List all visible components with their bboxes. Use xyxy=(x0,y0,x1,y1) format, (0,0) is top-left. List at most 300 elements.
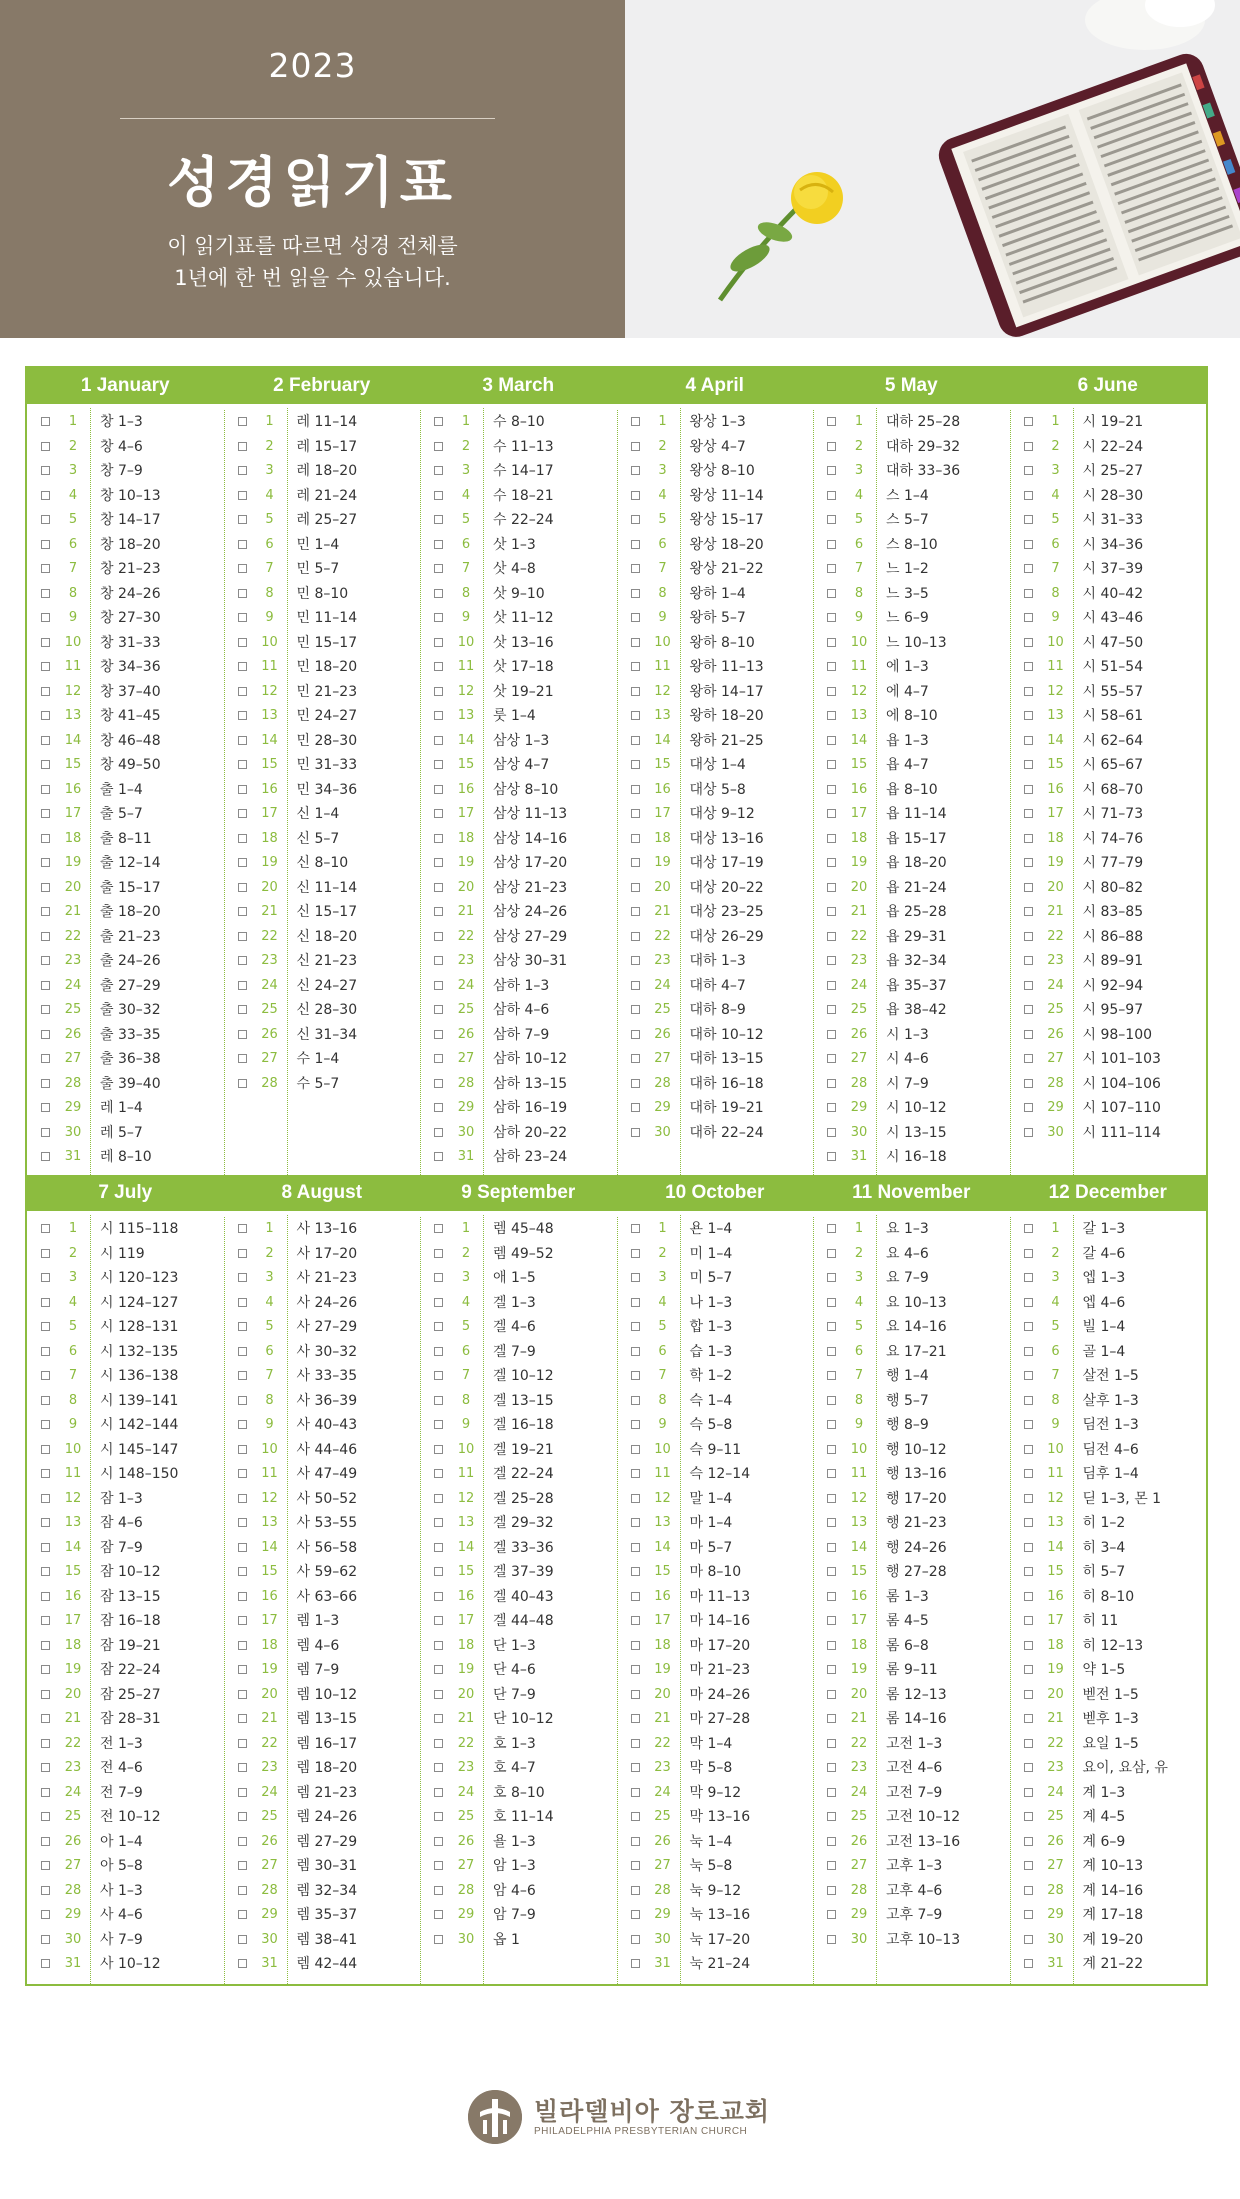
checkbox[interactable] xyxy=(434,1030,443,1039)
checkbox[interactable] xyxy=(827,564,836,573)
checkbox[interactable] xyxy=(434,589,443,598)
checkbox[interactable] xyxy=(434,834,443,843)
checkbox[interactable] xyxy=(434,491,443,500)
checkbox[interactable] xyxy=(41,711,50,720)
checkbox[interactable] xyxy=(827,1224,836,1233)
checkbox[interactable] xyxy=(1024,883,1033,892)
checkbox[interactable] xyxy=(827,736,836,745)
checkbox[interactable] xyxy=(1024,1224,1033,1233)
checkbox[interactable] xyxy=(238,981,247,990)
checkbox[interactable] xyxy=(41,736,50,745)
checkbox[interactable] xyxy=(41,564,50,573)
checkbox[interactable] xyxy=(238,1322,247,1331)
checkbox[interactable] xyxy=(631,662,640,671)
checkbox[interactable] xyxy=(41,1152,50,1161)
checkbox[interactable] xyxy=(827,1030,836,1039)
checkbox[interactable] xyxy=(827,540,836,549)
checkbox[interactable] xyxy=(434,1273,443,1282)
checkbox[interactable] xyxy=(434,809,443,818)
checkbox[interactable] xyxy=(827,760,836,769)
checkbox[interactable] xyxy=(827,1886,836,1895)
checkbox[interactable] xyxy=(434,1812,443,1821)
checkbox[interactable] xyxy=(238,907,247,916)
checkbox[interactable] xyxy=(1024,1861,1033,1870)
checkbox[interactable] xyxy=(1024,1128,1033,1137)
checkbox[interactable] xyxy=(434,1886,443,1895)
checkbox[interactable] xyxy=(1024,540,1033,549)
checkbox[interactable] xyxy=(434,1079,443,1088)
checkbox[interactable] xyxy=(631,1763,640,1772)
checkbox[interactable] xyxy=(631,1616,640,1625)
checkbox[interactable] xyxy=(827,1665,836,1674)
checkbox[interactable] xyxy=(827,1079,836,1088)
checkbox[interactable] xyxy=(238,1861,247,1870)
checkbox[interactable] xyxy=(827,466,836,475)
checkbox[interactable] xyxy=(631,1445,640,1454)
checkbox[interactable] xyxy=(41,1690,50,1699)
checkbox[interactable] xyxy=(827,442,836,451)
checkbox[interactable] xyxy=(238,540,247,549)
checkbox[interactable] xyxy=(827,1690,836,1699)
checkbox[interactable] xyxy=(1024,1592,1033,1601)
checkbox[interactable] xyxy=(827,1103,836,1112)
checkbox[interactable] xyxy=(827,1518,836,1527)
checkbox[interactable] xyxy=(1024,736,1033,745)
checkbox[interactable] xyxy=(41,1005,50,1014)
checkbox[interactable] xyxy=(631,809,640,818)
checkbox[interactable] xyxy=(1024,1030,1033,1039)
checkbox[interactable] xyxy=(434,687,443,696)
checkbox[interactable] xyxy=(41,1273,50,1282)
checkbox[interactable] xyxy=(1024,1567,1033,1576)
checkbox[interactable] xyxy=(1024,1347,1033,1356)
checkbox[interactable] xyxy=(1024,1298,1033,1307)
checkbox[interactable] xyxy=(631,1592,640,1601)
checkbox[interactable] xyxy=(631,1273,640,1282)
checkbox[interactable] xyxy=(827,883,836,892)
checkbox[interactable] xyxy=(434,1152,443,1161)
checkbox[interactable] xyxy=(827,1298,836,1307)
checkbox[interactable] xyxy=(631,1690,640,1699)
checkbox[interactable] xyxy=(827,1152,836,1161)
checkbox[interactable] xyxy=(1024,1273,1033,1282)
checkbox[interactable] xyxy=(827,589,836,598)
checkbox[interactable] xyxy=(238,1347,247,1356)
checkbox[interactable] xyxy=(41,1445,50,1454)
checkbox[interactable] xyxy=(1024,1103,1033,1112)
checkbox[interactable] xyxy=(238,1518,247,1527)
checkbox[interactable] xyxy=(1024,491,1033,500)
checkbox[interactable] xyxy=(1024,809,1033,818)
checkbox[interactable] xyxy=(1024,1371,1033,1380)
checkbox[interactable] xyxy=(631,540,640,549)
checkbox[interactable] xyxy=(41,540,50,549)
checkbox[interactable] xyxy=(434,1249,443,1258)
checkbox[interactable] xyxy=(41,1469,50,1478)
checkbox[interactable] xyxy=(41,785,50,794)
checkbox[interactable] xyxy=(41,1054,50,1063)
checkbox[interactable] xyxy=(41,1567,50,1576)
checkbox[interactable] xyxy=(631,1224,640,1233)
checkbox[interactable] xyxy=(238,1054,247,1063)
checkbox[interactable] xyxy=(238,1812,247,1821)
checkbox[interactable] xyxy=(631,1322,640,1331)
checkbox[interactable] xyxy=(434,564,443,573)
checkbox[interactable] xyxy=(41,466,50,475)
checkbox[interactable] xyxy=(434,1592,443,1601)
checkbox[interactable] xyxy=(1024,589,1033,598)
checkbox[interactable] xyxy=(434,1054,443,1063)
checkbox[interactable] xyxy=(238,1690,247,1699)
checkbox[interactable] xyxy=(41,1420,50,1429)
checkbox[interactable] xyxy=(631,1543,640,1552)
checkbox[interactable] xyxy=(631,1567,640,1576)
checkbox[interactable] xyxy=(827,981,836,990)
checkbox[interactable] xyxy=(238,711,247,720)
checkbox[interactable] xyxy=(41,1665,50,1674)
checkbox[interactable] xyxy=(238,1959,247,1968)
checkbox[interactable] xyxy=(434,1837,443,1846)
checkbox[interactable] xyxy=(1024,442,1033,451)
checkbox[interactable] xyxy=(238,1224,247,1233)
checkbox[interactable] xyxy=(238,1273,247,1282)
checkbox[interactable] xyxy=(434,1763,443,1772)
checkbox[interactable] xyxy=(1024,1690,1033,1699)
checkbox[interactable] xyxy=(434,956,443,965)
checkbox[interactable] xyxy=(434,1128,443,1137)
checkbox[interactable] xyxy=(631,785,640,794)
checkbox[interactable] xyxy=(41,1079,50,1088)
checkbox[interactable] xyxy=(827,1837,836,1846)
checkbox[interactable] xyxy=(41,1298,50,1307)
checkbox[interactable] xyxy=(41,1518,50,1527)
checkbox[interactable] xyxy=(41,1030,50,1039)
checkbox[interactable] xyxy=(631,1837,640,1846)
checkbox[interactable] xyxy=(827,1567,836,1576)
checkbox[interactable] xyxy=(1024,711,1033,720)
checkbox[interactable] xyxy=(434,1396,443,1405)
checkbox[interactable] xyxy=(41,1224,50,1233)
checkbox[interactable] xyxy=(41,1128,50,1137)
checkbox[interactable] xyxy=(238,1641,247,1650)
checkbox[interactable] xyxy=(1024,417,1033,426)
checkbox[interactable] xyxy=(41,1543,50,1552)
checkbox[interactable] xyxy=(41,1935,50,1944)
checkbox[interactable] xyxy=(631,858,640,867)
checkbox[interactable] xyxy=(631,638,640,647)
checkbox[interactable] xyxy=(434,785,443,794)
checkbox[interactable] xyxy=(1024,1420,1033,1429)
checkbox[interactable] xyxy=(1024,638,1033,647)
checkbox[interactable] xyxy=(827,1616,836,1625)
checkbox[interactable] xyxy=(1024,1518,1033,1527)
checkbox[interactable] xyxy=(1024,466,1033,475)
checkbox[interactable] xyxy=(631,1494,640,1503)
checkbox[interactable] xyxy=(434,1420,443,1429)
checkbox[interactable] xyxy=(238,442,247,451)
checkbox[interactable] xyxy=(41,1103,50,1112)
checkbox[interactable] xyxy=(1024,760,1033,769)
checkbox[interactable] xyxy=(631,907,640,916)
checkbox[interactable] xyxy=(41,1641,50,1650)
checkbox[interactable] xyxy=(827,1469,836,1478)
checkbox[interactable] xyxy=(41,858,50,867)
checkbox[interactable] xyxy=(827,1420,836,1429)
checkbox[interactable] xyxy=(827,491,836,500)
checkbox[interactable] xyxy=(41,981,50,990)
checkbox[interactable] xyxy=(434,1224,443,1233)
checkbox[interactable] xyxy=(41,1494,50,1503)
checkbox[interactable] xyxy=(41,834,50,843)
checkbox[interactable] xyxy=(827,809,836,818)
checkbox[interactable] xyxy=(41,417,50,426)
checkbox[interactable] xyxy=(1024,1249,1033,1258)
checkbox[interactable] xyxy=(238,1788,247,1797)
checkbox[interactable] xyxy=(434,1518,443,1527)
checkbox[interactable] xyxy=(631,1249,640,1258)
checkbox[interactable] xyxy=(434,858,443,867)
checkbox[interactable] xyxy=(827,613,836,622)
checkbox[interactable] xyxy=(1024,956,1033,965)
checkbox[interactable] xyxy=(1024,1714,1033,1723)
checkbox[interactable] xyxy=(41,442,50,451)
checkbox[interactable] xyxy=(434,613,443,622)
checkbox[interactable] xyxy=(1024,834,1033,843)
checkbox[interactable] xyxy=(434,1739,443,1748)
checkbox[interactable] xyxy=(434,540,443,549)
checkbox[interactable] xyxy=(1024,981,1033,990)
checkbox[interactable] xyxy=(1024,1616,1033,1625)
checkbox[interactable] xyxy=(631,1005,640,1014)
checkbox[interactable] xyxy=(1024,1959,1033,1968)
checkbox[interactable] xyxy=(631,932,640,941)
checkbox[interactable] xyxy=(41,1788,50,1797)
checkbox[interactable] xyxy=(631,711,640,720)
checkbox[interactable] xyxy=(631,981,640,990)
checkbox[interactable] xyxy=(1024,1910,1033,1919)
checkbox[interactable] xyxy=(238,834,247,843)
checkbox[interactable] xyxy=(827,1494,836,1503)
checkbox[interactable] xyxy=(238,1469,247,1478)
checkbox[interactable] xyxy=(827,907,836,916)
checkbox[interactable] xyxy=(41,1812,50,1821)
checkbox[interactable] xyxy=(434,1714,443,1723)
checkbox[interactable] xyxy=(827,1054,836,1063)
checkbox[interactable] xyxy=(434,883,443,892)
checkbox[interactable] xyxy=(1024,1665,1033,1674)
checkbox[interactable] xyxy=(434,1494,443,1503)
checkbox[interactable] xyxy=(41,1763,50,1772)
checkbox[interactable] xyxy=(238,1935,247,1944)
checkbox[interactable] xyxy=(434,442,443,451)
checkbox[interactable] xyxy=(1024,687,1033,696)
checkbox[interactable] xyxy=(238,1494,247,1503)
checkbox[interactable] xyxy=(1024,515,1033,524)
checkbox[interactable] xyxy=(1024,907,1033,916)
checkbox[interactable] xyxy=(1024,858,1033,867)
checkbox[interactable] xyxy=(41,613,50,622)
checkbox[interactable] xyxy=(41,1861,50,1870)
checkbox[interactable] xyxy=(238,613,247,622)
checkbox[interactable] xyxy=(631,736,640,745)
checkbox[interactable] xyxy=(238,1249,247,1258)
checkbox[interactable] xyxy=(631,1371,640,1380)
checkbox[interactable] xyxy=(1024,1054,1033,1063)
checkbox[interactable] xyxy=(41,1837,50,1846)
checkbox[interactable] xyxy=(434,638,443,647)
checkbox[interactable] xyxy=(631,760,640,769)
checkbox[interactable] xyxy=(631,834,640,843)
checkbox[interactable] xyxy=(631,1420,640,1429)
checkbox[interactable] xyxy=(41,1959,50,1968)
checkbox[interactable] xyxy=(434,1690,443,1699)
checkbox[interactable] xyxy=(631,1103,640,1112)
checkbox[interactable] xyxy=(434,466,443,475)
checkbox[interactable] xyxy=(827,1739,836,1748)
checkbox[interactable] xyxy=(1024,662,1033,671)
checkbox[interactable] xyxy=(827,687,836,696)
checkbox[interactable] xyxy=(631,1788,640,1797)
checkbox[interactable] xyxy=(434,1935,443,1944)
checkbox[interactable] xyxy=(41,662,50,671)
checkbox[interactable] xyxy=(238,1445,247,1454)
checkbox[interactable] xyxy=(41,883,50,892)
checkbox[interactable] xyxy=(827,1935,836,1944)
checkbox[interactable] xyxy=(41,1739,50,1748)
checkbox[interactable] xyxy=(434,907,443,916)
checkbox[interactable] xyxy=(631,1298,640,1307)
checkbox[interactable] xyxy=(827,1788,836,1797)
checkbox[interactable] xyxy=(827,1910,836,1919)
checkbox[interactable] xyxy=(238,1543,247,1552)
checkbox[interactable] xyxy=(827,417,836,426)
checkbox[interactable] xyxy=(434,662,443,671)
checkbox[interactable] xyxy=(41,760,50,769)
checkbox[interactable] xyxy=(238,638,247,647)
checkbox[interactable] xyxy=(631,1128,640,1137)
checkbox[interactable] xyxy=(631,1030,640,1039)
checkbox[interactable] xyxy=(1024,1396,1033,1405)
checkbox[interactable] xyxy=(434,1469,443,1478)
checkbox[interactable] xyxy=(434,711,443,720)
checkbox[interactable] xyxy=(238,736,247,745)
checkbox[interactable] xyxy=(434,932,443,941)
checkbox[interactable] xyxy=(827,1128,836,1137)
checkbox[interactable] xyxy=(238,1665,247,1674)
checkbox[interactable] xyxy=(41,1371,50,1380)
checkbox[interactable] xyxy=(238,1886,247,1895)
checkbox[interactable] xyxy=(827,1812,836,1821)
checkbox[interactable] xyxy=(631,417,640,426)
checkbox[interactable] xyxy=(631,491,640,500)
checkbox[interactable] xyxy=(41,1910,50,1919)
checkbox[interactable] xyxy=(238,466,247,475)
checkbox[interactable] xyxy=(238,760,247,769)
checkbox[interactable] xyxy=(238,589,247,598)
checkbox[interactable] xyxy=(41,638,50,647)
checkbox[interactable] xyxy=(827,932,836,941)
checkbox[interactable] xyxy=(41,1249,50,1258)
checkbox[interactable] xyxy=(827,1005,836,1014)
checkbox[interactable] xyxy=(434,1665,443,1674)
checkbox[interactable] xyxy=(1024,1763,1033,1772)
checkbox[interactable] xyxy=(1024,1079,1033,1088)
checkbox[interactable] xyxy=(238,1420,247,1429)
checkbox[interactable] xyxy=(238,1396,247,1405)
checkbox[interactable] xyxy=(631,1812,640,1821)
checkbox[interactable] xyxy=(238,785,247,794)
checkbox[interactable] xyxy=(41,1592,50,1601)
checkbox[interactable] xyxy=(434,1543,443,1552)
checkbox[interactable] xyxy=(827,1641,836,1650)
checkbox[interactable] xyxy=(631,515,640,524)
checkbox[interactable] xyxy=(434,1861,443,1870)
checkbox[interactable] xyxy=(631,613,640,622)
checkbox[interactable] xyxy=(238,932,247,941)
checkbox[interactable] xyxy=(238,809,247,818)
checkbox[interactable] xyxy=(238,1763,247,1772)
checkbox[interactable] xyxy=(1024,564,1033,573)
checkbox[interactable] xyxy=(1024,1935,1033,1944)
checkbox[interactable] xyxy=(631,564,640,573)
checkbox[interactable] xyxy=(1024,1494,1033,1503)
checkbox[interactable] xyxy=(41,687,50,696)
checkbox[interactable] xyxy=(827,1396,836,1405)
checkbox[interactable] xyxy=(827,1322,836,1331)
checkbox[interactable] xyxy=(827,1249,836,1258)
checkbox[interactable] xyxy=(434,1445,443,1454)
checkbox[interactable] xyxy=(238,1592,247,1601)
checkbox[interactable] xyxy=(827,785,836,794)
checkbox[interactable] xyxy=(631,956,640,965)
checkbox[interactable] xyxy=(631,1714,640,1723)
checkbox[interactable] xyxy=(41,1322,50,1331)
checkbox[interactable] xyxy=(238,956,247,965)
checkbox[interactable] xyxy=(827,956,836,965)
checkbox[interactable] xyxy=(631,1641,640,1650)
checkbox[interactable] xyxy=(434,1788,443,1797)
checkbox[interactable] xyxy=(238,1005,247,1014)
checkbox[interactable] xyxy=(434,736,443,745)
checkbox[interactable] xyxy=(631,1886,640,1895)
checkbox[interactable] xyxy=(827,1861,836,1870)
checkbox[interactable] xyxy=(238,1616,247,1625)
checkbox[interactable] xyxy=(41,956,50,965)
checkbox[interactable] xyxy=(238,1371,247,1380)
checkbox[interactable] xyxy=(631,1935,640,1944)
checkbox[interactable] xyxy=(41,589,50,598)
checkbox[interactable] xyxy=(631,1396,640,1405)
checkbox[interactable] xyxy=(827,662,836,671)
checkbox[interactable] xyxy=(41,907,50,916)
checkbox[interactable] xyxy=(41,1886,50,1895)
checkbox[interactable] xyxy=(631,1054,640,1063)
checkbox[interactable] xyxy=(631,589,640,598)
checkbox[interactable] xyxy=(827,1273,836,1282)
checkbox[interactable] xyxy=(827,1763,836,1772)
checkbox[interactable] xyxy=(434,1005,443,1014)
checkbox[interactable] xyxy=(631,1665,640,1674)
checkbox[interactable] xyxy=(41,1714,50,1723)
checkbox[interactable] xyxy=(1024,1886,1033,1895)
checkbox[interactable] xyxy=(41,515,50,524)
checkbox[interactable] xyxy=(827,711,836,720)
checkbox[interactable] xyxy=(434,1910,443,1919)
checkbox[interactable] xyxy=(434,1641,443,1650)
checkbox[interactable] xyxy=(631,1959,640,1968)
checkbox[interactable] xyxy=(631,1469,640,1478)
checkbox[interactable] xyxy=(238,564,247,573)
